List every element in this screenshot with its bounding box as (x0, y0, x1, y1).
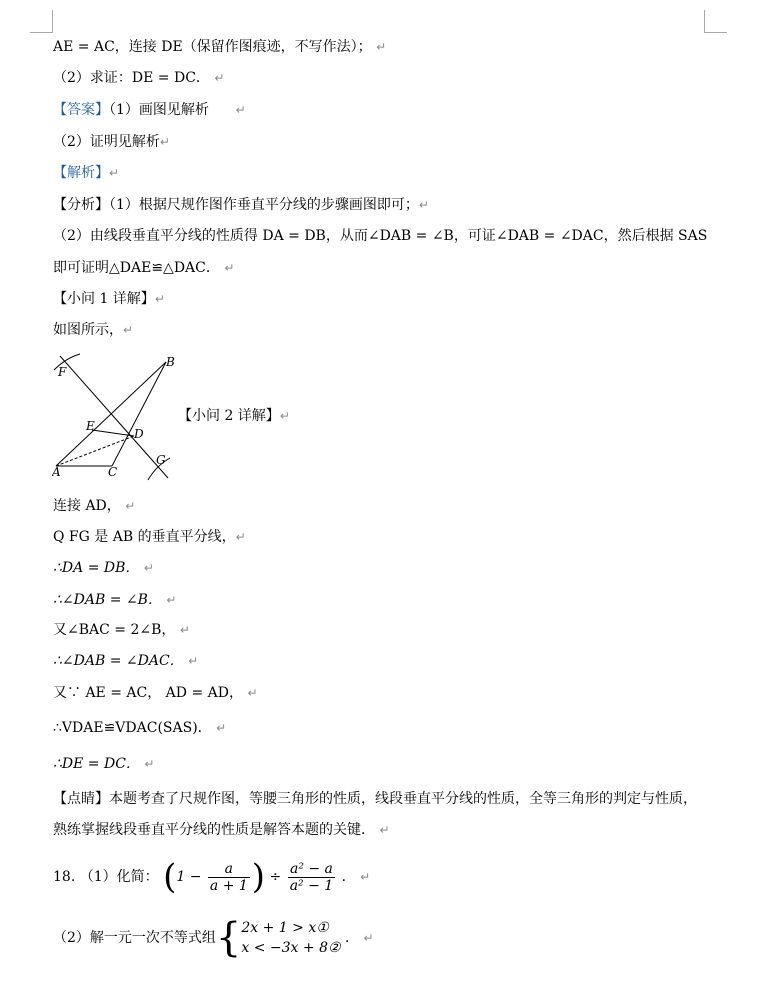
expression-term: 1 − (176, 869, 202, 885)
fraction-denominator: a² − 1 (289, 877, 334, 894)
paragraph-mark: ↵ (214, 71, 225, 85)
expression-end: ． (344, 930, 359, 946)
paragraph-mark: ↵ (166, 593, 177, 607)
line-text: ∴∠DAB = ∠DAC． (53, 653, 184, 669)
right-paren: ) (251, 857, 266, 897)
paragraph-mark: ↵ (360, 870, 371, 884)
subquestion-2-heading (178, 406, 290, 426)
paragraph-mark: ↵ (154, 292, 165, 306)
inequality-2: x < −3x + 8② (241, 940, 341, 956)
analysis-tag-line (53, 163, 119, 183)
text-line (53, 132, 170, 152)
expression-end: ． (341, 869, 356, 885)
line-text: 【点睛】本题考查了尺规作图，等腰三角形的性质，线段垂直平分线的性质，全等三角形的判定与性质， (53, 791, 697, 807)
analysis-tag: 【解析】 (53, 165, 109, 181)
line-text: （2）证明见解析 (53, 134, 160, 150)
text-line (53, 620, 190, 640)
left-brace: { (215, 915, 242, 961)
segment-ad-dashed (56, 436, 134, 466)
fraction-numerator: a (208, 861, 250, 878)
paragraph-mark: ↵ (125, 499, 136, 513)
inequality-1: 2x + 1 > x① (241, 920, 329, 936)
text-line (53, 226, 707, 246)
paragraph-mark: ↵ (144, 757, 155, 771)
paragraph-mark: ↵ (143, 561, 154, 575)
line-text: 连接 AD， (53, 498, 121, 514)
paragraph-mark: ↵ (179, 623, 190, 637)
text-line (53, 590, 176, 610)
paragraph-mark: ↵ (418, 198, 429, 212)
line-text: 熟练掌握线段垂直平分线的性质是解答本题的关键． (53, 822, 375, 838)
text-line (53, 754, 154, 774)
label-f: F (58, 365, 67, 379)
text-line (53, 289, 165, 309)
fraction-1 (208, 861, 250, 894)
text-line (53, 820, 390, 840)
text-line (53, 789, 697, 809)
text-line (53, 496, 135, 516)
text-line (53, 68, 224, 88)
geometry-figure (52, 352, 177, 482)
fraction-2 (288, 861, 336, 894)
segment-bc (112, 362, 166, 466)
paragraph-mark: ↵ (379, 823, 390, 837)
page-corner-mark-top-left (30, 10, 53, 33)
inequality-system (241, 918, 340, 958)
paragraph-mark: ↵ (235, 530, 246, 544)
text-line (53, 651, 198, 671)
paragraph-mark: ↵ (247, 686, 258, 700)
fraction-numerator: a² − a (288, 861, 336, 878)
label-e: E (86, 419, 95, 433)
paragraph-mark: ↵ (123, 323, 134, 337)
line-text: 即可证明△DAE≌△DAC． (53, 260, 220, 276)
question-label: 18. （1）化简： (53, 869, 159, 885)
text-line (53, 718, 226, 738)
text-line (53, 195, 429, 215)
left-paren: ( (163, 857, 177, 897)
paragraph-mark: ↵ (216, 721, 227, 735)
answer-line (53, 100, 246, 120)
paragraph-mark: ↵ (235, 103, 246, 117)
label-d: D (134, 427, 144, 441)
paragraph-mark: ↵ (109, 166, 120, 180)
line-text: ∴DE = DC． (53, 756, 140, 772)
paragraph-mark: ↵ (188, 654, 199, 668)
line-text: 又∵ AE = AC， AD = AD， (53, 685, 243, 701)
division-sign: ÷ (269, 869, 282, 885)
paragraph-mark: ↵ (376, 40, 387, 54)
text-line (53, 37, 386, 57)
question-18-part-2 (53, 914, 374, 962)
paragraph-mark: ↵ (363, 931, 374, 945)
text-line (53, 527, 246, 547)
text-line (53, 683, 258, 703)
line-text: 如图所示， (53, 322, 123, 338)
label-c: C (108, 465, 118, 479)
fraction-denominator: a + 1 (209, 877, 248, 894)
line-text: ∴∠DAB = ∠B． (53, 592, 162, 608)
question-label: （2）解一元一次不等式组 (53, 930, 216, 946)
line-text: 又∠BAC = 2∠B， (53, 622, 176, 638)
line-text: 【小问 2 详解】 (178, 408, 280, 424)
perpendicular-bisector-fg (60, 356, 168, 478)
line-text: ∴DA = DB． (53, 560, 140, 576)
line-text: 【分析】（1）根据尺规作图作垂直平分线的步骤画图即可； (53, 197, 419, 213)
line-text: 【小问 1 详解】 (53, 291, 155, 307)
line-text: （2）求证：DE = DC． (53, 70, 210, 86)
paragraph-mark: ↵ (159, 135, 170, 149)
line-text: AE = AC，连接 DE（保留作图痕迹，不写作法）； (53, 39, 372, 55)
line-text: （2）由线段垂直平分线的性质得 DA = DB，从而∠DAB = ∠B，可证∠DAB = ∠DAC，然后根据 SAS (53, 228, 708, 244)
question-18-part-1 (53, 852, 370, 902)
paragraph-mark: ↵ (279, 409, 290, 423)
text-line (53, 558, 154, 578)
answer-tag: 【答案】 (53, 102, 109, 118)
text-line (53, 258, 234, 278)
label-b: B (166, 355, 175, 369)
label-g: G (156, 453, 166, 467)
text-line (53, 320, 133, 340)
line-text: ∴VDAE≌VDAC(SAS)． (53, 720, 212, 736)
line-text: Q FG 是 AB 的垂直平分线， (53, 529, 236, 545)
label-a: A (52, 465, 61, 479)
paragraph-mark: ↵ (224, 261, 235, 275)
line-text: （1）画图见解析 (109, 102, 209, 118)
page-corner-mark-top-right (704, 10, 727, 33)
